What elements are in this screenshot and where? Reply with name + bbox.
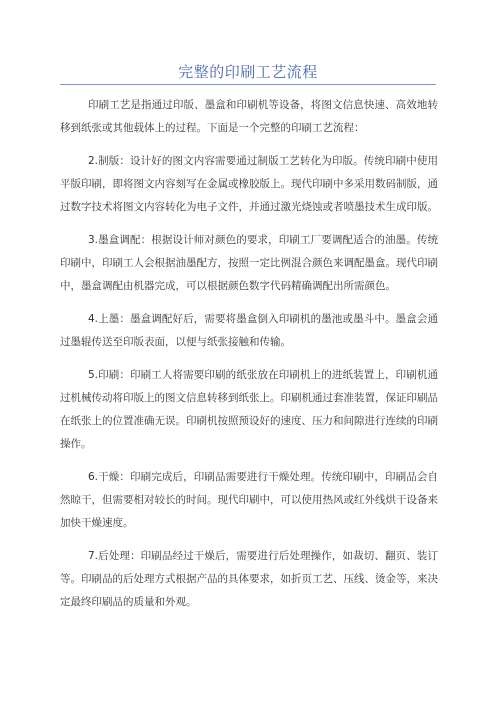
document-title: 完整的印刷工艺流程 xyxy=(178,63,318,81)
title-divider xyxy=(60,84,436,85)
intro-paragraph: 印刷工艺是指通过印版、墨盒和印刷机等设备，将图文信息快速、高效地转移到纸张或其他载体上的过程。下面是一个完整的印刷工艺流程： xyxy=(60,99,438,134)
step-drying-paragraph: 6.干燥：印刷完成后，印刷品需要进行干燥处理。传统印刷中，印刷品会自然晾干，但需要相对较长的时间。现代印刷中，可以使用热风或红外线烘干设备来加快干燥速度。 xyxy=(60,471,438,529)
step-inking-paragraph: 4.上墨：墨盒调配好后，需要将墨盒倒入印刷机的墨池或墨斗中。墨盒会通过墨辊传送至印版表面，以便与纸张接触和传输。 xyxy=(60,313,438,348)
step-printing-paragraph: 5.印刷：印刷工人将需要印刷的纸张放在印刷机上的进纸装置上，印刷机通过机械传动将印版上的图文信息转移到纸张上。印刷机通过套准装置，保证印刷品在纸张上的位置准确无误。印刷机按照预设好的速度、压力和间隙进行连续的印刷操作。 xyxy=(60,369,438,450)
step-plate-making-paragraph: 2.制版：设计好的图文内容需要通过制版工艺转化为印版。传统印刷中使用平版印刷，即将图文内容刻写在金属或橡胶版上。现代印刷中多采用数码制版，通过数字技术将图文内容转化为电子文件，并通过激光烧蚀或者喷墨技术生成印版。 xyxy=(60,155,438,213)
step-post-processing-paragraph: 7.后处理：印刷品经过干燥后，需要进行后处理操作，如裁切、翻页、装订等。印刷品的后处理方式根据产品的具体要求，如折页工艺、压线、烫金等，来决定最终印刷品的质量和外观。 xyxy=(60,550,438,608)
step-ink-mixing-paragraph: 3.墨盒调配：根据设计师对颜色的要求，印刷工厂要调配适合的油墨。传统印刷中，印刷工人会根据油墨配方，按照一定比例混合颜色来调配墨盒。现代印刷中，墨盒调配由机器完成，可以根据颜色数字代码精确调配出所需颜色。 xyxy=(60,234,438,292)
document-body xyxy=(60,94,438,624)
